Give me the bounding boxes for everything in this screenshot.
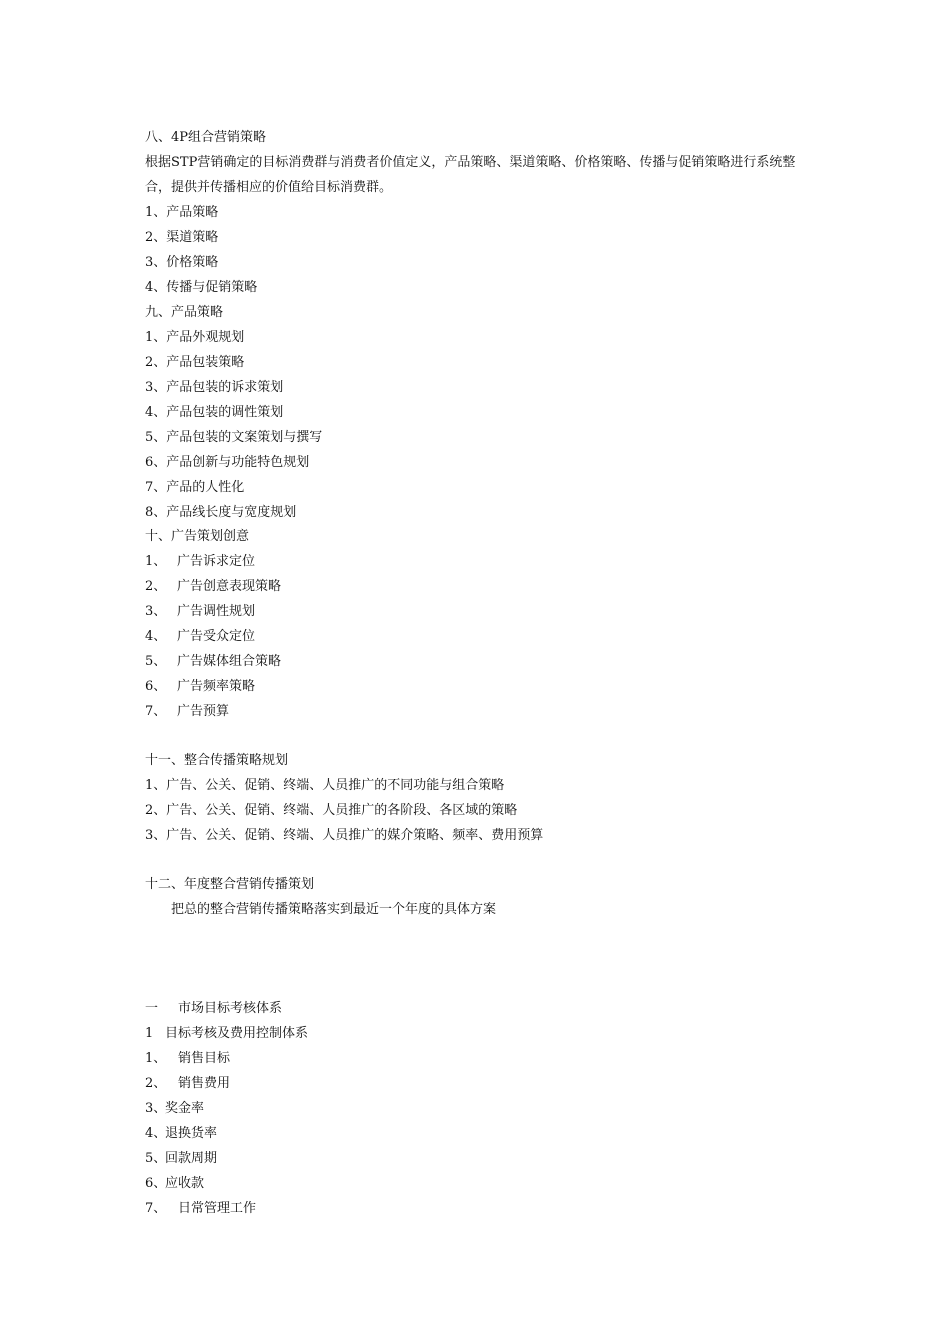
- list-item-text: 应收款: [165, 1176, 205, 1191]
- list-item: 3、价格策略: [145, 255, 219, 270]
- list-item: [145, 699, 229, 724]
- list-item-number: 1、: [145, 554, 167, 569]
- list-item: [145, 1046, 230, 1071]
- market-heading: [145, 996, 282, 1021]
- list-item-number: 7、: [145, 704, 167, 719]
- list-item: [145, 1146, 217, 1171]
- section8-heading: 八、4P组合营销策略: [145, 130, 267, 145]
- section11-heading: 十一、整合传播策略规划: [145, 753, 289, 768]
- list-item-text: 广告创意表现策略: [177, 579, 282, 594]
- list-item: 5、产品包装的文案策划与撰写: [145, 430, 323, 445]
- list-item-text: 广告频率策略: [177, 679, 256, 694]
- list-item-text: 广告诉求定位: [177, 554, 256, 569]
- section9-heading: 九、产品策略: [145, 305, 224, 320]
- list-item: 8、产品线长度与宽度规划: [145, 505, 297, 520]
- section12-heading: 十二、年度整合营销传播策划: [145, 877, 315, 892]
- list-item: 2、产品包装策略: [145, 355, 245, 370]
- market-subheading-text: 目标考核及费用控制体系: [165, 1026, 309, 1041]
- list-item-number: 6、: [145, 679, 167, 694]
- list-item: 4、传播与促销策略: [145, 280, 258, 295]
- list-item-text: 广告受众定位: [177, 629, 256, 644]
- list-item-text: 奖金率: [165, 1101, 205, 1116]
- list-item: 1、广告、公关、促销、终端、人员推广的不同功能与组合策略: [145, 778, 505, 793]
- list-item: [145, 599, 255, 624]
- list-item: [145, 1171, 204, 1196]
- list-item-number: 5、: [145, 1151, 167, 1166]
- list-item-number: 4、: [145, 629, 167, 644]
- list-item: 7、产品的人性化: [145, 480, 245, 495]
- list-item: [145, 674, 255, 699]
- list-item-text: 销售目标: [178, 1051, 231, 1066]
- list-item: 3、广告、公关、促销、终端、人员推广的媒介策略、频率、费用预算: [145, 828, 544, 843]
- list-item-number: 7、: [145, 1201, 167, 1216]
- list-item: 4、产品包装的调性策划: [145, 405, 284, 420]
- list-item: [145, 1196, 256, 1221]
- list-item: [145, 1096, 204, 1121]
- market-subheading: [145, 1021, 308, 1046]
- list-item: 6、产品创新与功能特色规划: [145, 455, 310, 470]
- section12-body: 把总的整合营销传播策略落实到最近一个年度的具体方案: [171, 902, 497, 917]
- list-item: 3、产品包装的诉求策划: [145, 380, 284, 395]
- list-item-number: 6、: [145, 1176, 167, 1191]
- list-item-number: 3、: [145, 1101, 167, 1116]
- section8-intro: 根据STP营销确定的目标消费群与消费者价值定义，产品策略、渠道策略、价格策略、传播与促销策略进行系统整合，提供并传播相应的价值给目标消费群。: [145, 155, 796, 195]
- list-item-number: 4、: [145, 1126, 167, 1141]
- list-item-text: 广告调性规划: [177, 604, 256, 619]
- list-item-number: 2、: [145, 579, 167, 594]
- list-item-text: 广告媒体组合策略: [177, 654, 282, 669]
- list-item-number: 2、: [145, 1076, 167, 1091]
- list-item: 1、产品外观规划: [145, 330, 245, 345]
- section10-heading: 十、广告策划创意: [145, 529, 250, 544]
- list-item: [145, 624, 255, 649]
- list-item: [145, 1071, 230, 1096]
- list-item-text: 退换货率: [165, 1126, 218, 1141]
- list-item: [145, 649, 281, 674]
- list-item: [145, 574, 281, 599]
- market-subheading-number: 1: [145, 1026, 154, 1041]
- list-item-text: 回款周期: [165, 1151, 218, 1166]
- list-item: [145, 549, 255, 574]
- list-item-number: 5、: [145, 654, 167, 669]
- list-item-text: 广告预算: [177, 704, 230, 719]
- list-item-number: 3、: [145, 604, 167, 619]
- list-item-number: 1、: [145, 1051, 167, 1066]
- list-item: 1、产品策略: [145, 205, 219, 220]
- list-item-text: 日常管理工作: [178, 1201, 257, 1216]
- list-item: 2、渠道策略: [145, 230, 219, 245]
- list-item-text: 销售费用: [178, 1076, 231, 1091]
- list-item: 2、广告、公关、促销、终端、人员推广的各阶段、各区域的策略: [145, 803, 518, 818]
- market-heading-number: 一: [145, 1001, 159, 1016]
- market-heading-text: 市场目标考核体系: [178, 1001, 283, 1016]
- list-item: [145, 1121, 217, 1146]
